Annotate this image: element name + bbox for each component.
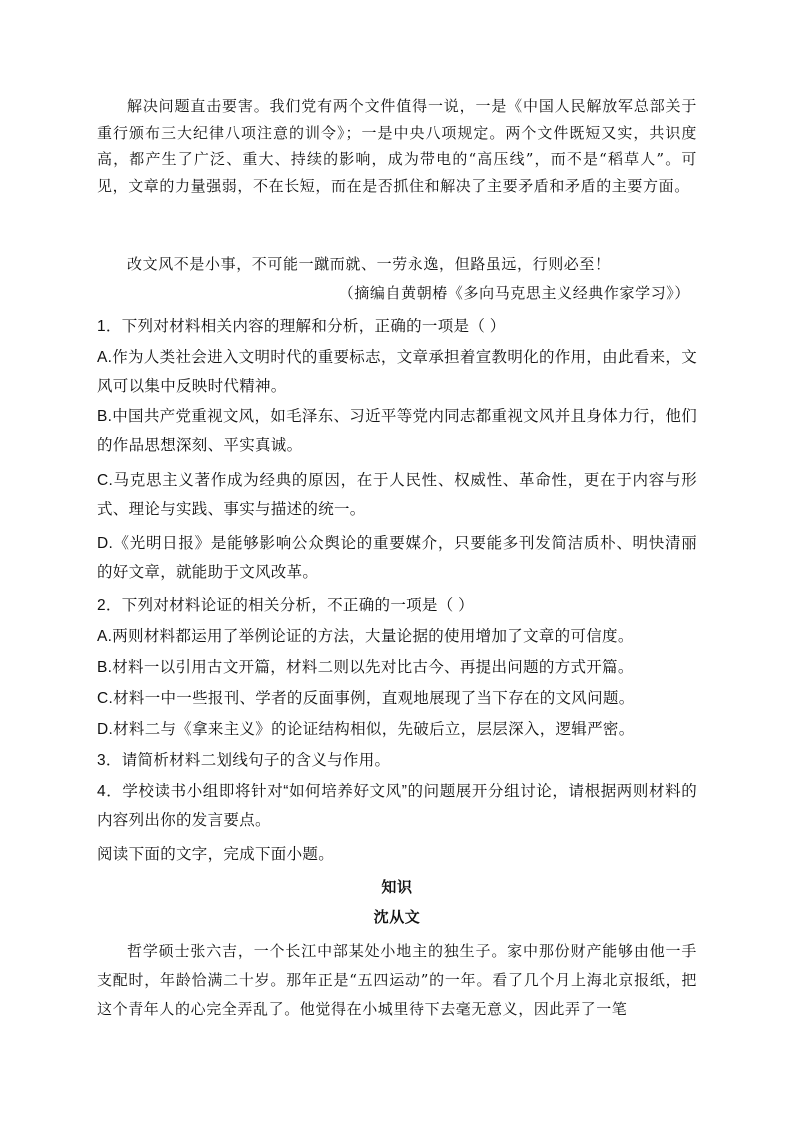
- question-2-option-b: B.材料一以引用古文开篇，材料二则以先对比古今、再提出问题的方式开篇。: [97, 659, 634, 676]
- story-title: 知识: [381, 878, 413, 896]
- material-source: （摘编自黄朝椿《多向马克思主义经典作家学习》）: [338, 284, 690, 302]
- story-author: 沈从文: [373, 908, 421, 926]
- question-1-option-c: C.马克思主义著作成为经典的原因，在于人民性、权威性、革命性，更在于内容与形式、理论与实践、事实与描述的统一。: [97, 472, 697, 518]
- question-2-option-a: A.两则材料都运用了举例论证的方法，大量论据的使用增加了文章的可信度。: [97, 628, 634, 645]
- material-paragraph-2: 改文风不是小事，不可能一蹴而就、一劳永逸，但路虽远，行则必至！: [127, 255, 611, 273]
- story-paragraph-1: 哲学硕士张六吉，一个长江中部某处小地主的独生子。家中那份财产能够由他一手支配时，年龄恰满二十岁。那年正是“五四运动”的一年。看了几个月上海北京报纸，把这个青年人的心完全弄乱了。他觉得在小城里待下去毫无意义，因此弄了一笔: [97, 942, 697, 1018]
- question-4: 4．学校读书小组即将针对“如何培养好文风”的问题展开分组讨论，请根据两则材料的内容列出你的发言要点。: [97, 783, 697, 829]
- question-1-stem: 1．下列对材料相关内容的理解和分析，正确的一项是（ ）: [97, 318, 506, 335]
- question-1-option-b: B.中国共产党重视文风，如毛泽东、习近平等党内同志都重视文风并且身体力行，他们的作品思想深刻、平实真诚。: [97, 408, 697, 454]
- question-3: 3．请简析材料二划线句子的含义与作用。: [97, 752, 391, 769]
- material-paragraph-1: 解决问题直击要害。我们党有两个文件值得一说，一是《中国人民解放军总部关于重行颁布三大纪律八项注意的训令》；一是中央八项规定。两个文件既短又实，共识度高，都产生了广泛、重大、持续的影响，成为带电的“高压线”，而不是“稻草人”。可见，文章的力量强弱，不在长短，而在是否抓住和解决了主要矛盾和矛盾的主要方面。: [97, 97, 697, 195]
- question-2-stem: 2．下列对材料论证的相关分析，不正确的一项是（ ）: [97, 597, 474, 614]
- question-2-option-c: C.材料一中一些报刊、学者的反面事例，直观地展现了当下存在的文风问题。: [97, 690, 635, 707]
- question-1-option-a: A.作为人类社会进入文明时代的重要标志，文章承担着宣教明化的作用，由此看来，文风可以集中反映时代精神。: [97, 349, 697, 395]
- reading-instruction: 阅读下面的文字，完成下面小题。: [97, 846, 335, 863]
- question-2-option-d: D.材料二与《拿来主义》的论证结构相似，先破后立，层层深入，逻辑严密。: [97, 721, 635, 738]
- question-1-option-d: D.《光明日报》是能够影响公众舆论的重要媒介，只要能多刊发简洁质朴、明快清丽的好文章，就能助于文风改革。: [97, 535, 697, 581]
